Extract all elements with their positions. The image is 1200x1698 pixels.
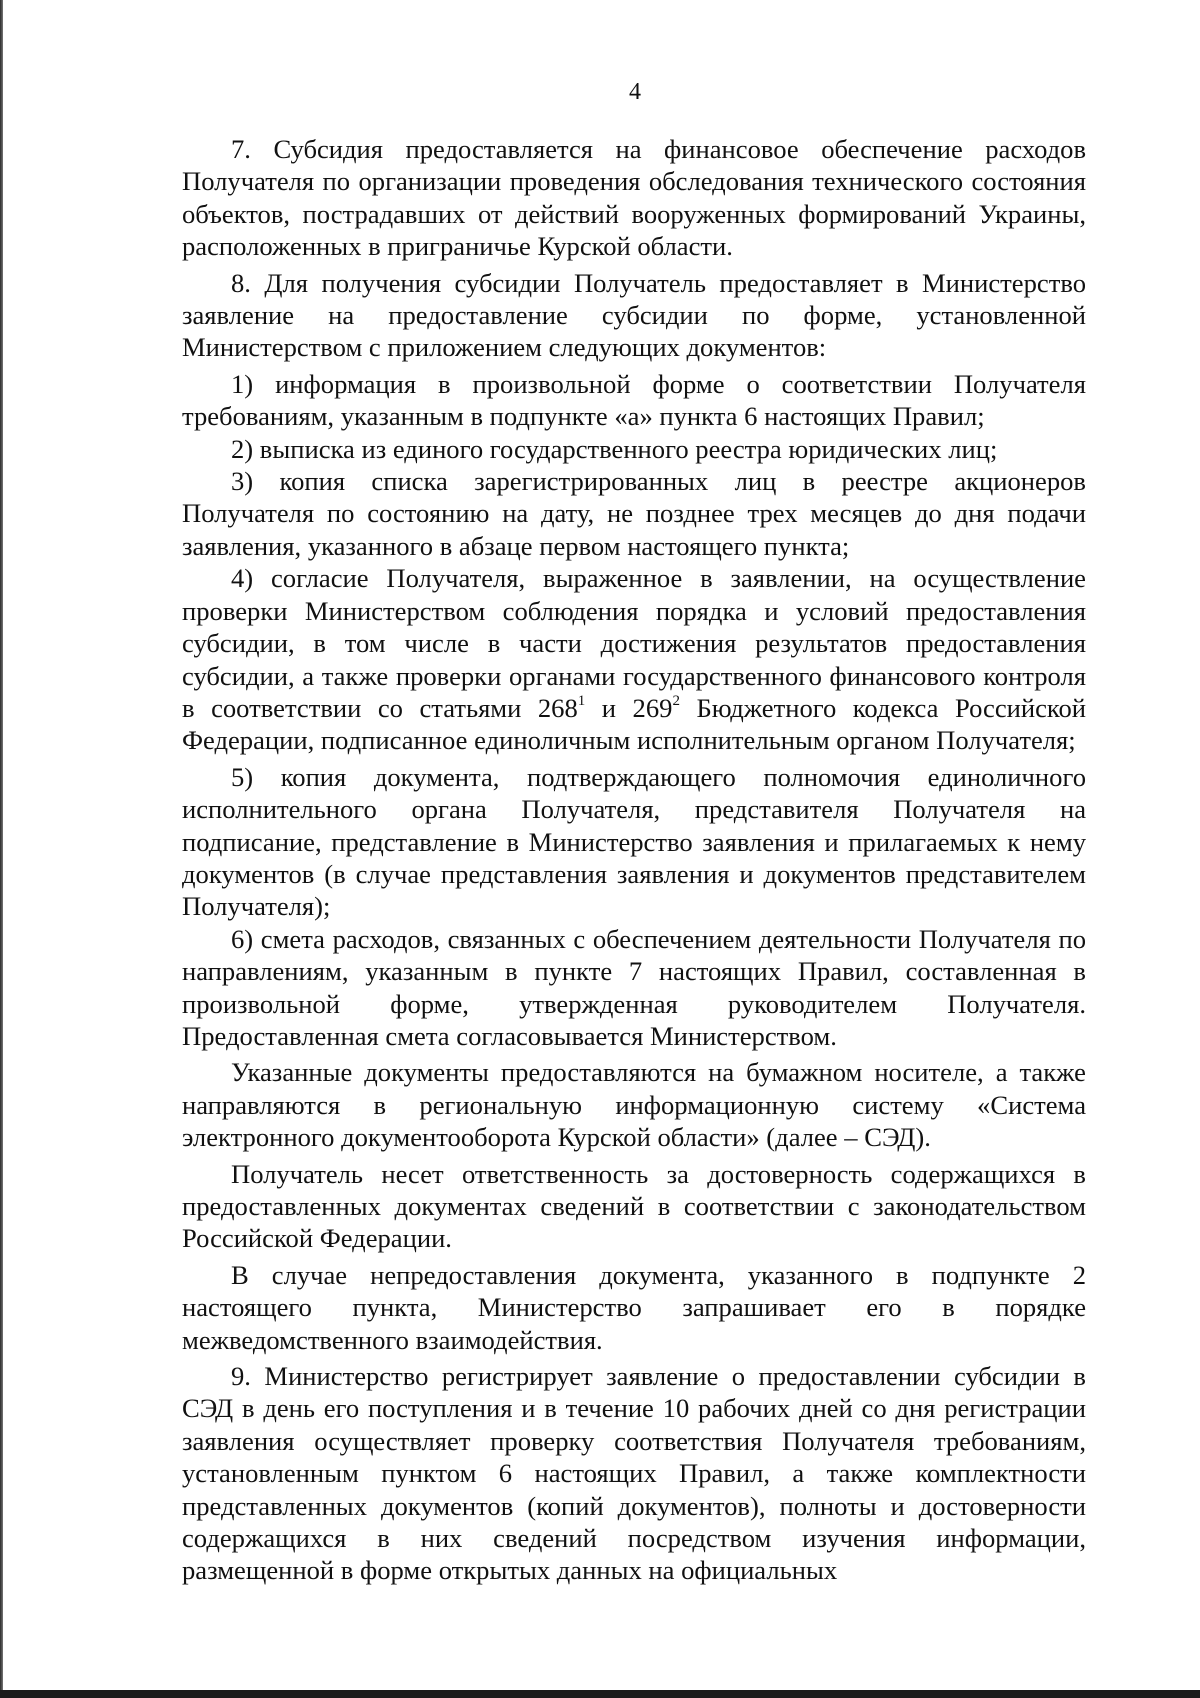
paragraph-9: 9. Министерство регистрирует заявление о предоставлении субсидии в СЭД в день его поступления и в течение 10 рабочих дней со дня регистрации заявления осуществляет проверку соответствия Получателя требованиям, установленным пунктом 6 настоящих Правил, а также комплектности представленных документов (копий документов), полноты и достоверности содержащихся в них сведений посредством изучения информации, размещенной в форме открытых данных на официальных: [182, 1361, 1086, 1586]
paragraph-documents-submission: Указанные документы предоставляются на бумажном носителе, а также направляются в региональную информационную систему «Система электронного документооборота Курской области» (далее – СЭД).: [182, 1057, 1086, 1153]
list-item-6: 6) смета расходов, связанных с обеспечением деятельности Получателя по направлениям, указанным в пункте 7 настоящих Правил, составленная в произвольной форме, утвержденная руководителем Получателя. Предоставленная смета согласовывается Министерством.: [182, 923, 1086, 1051]
list-item-5: 5) копия документа, подтверждающего полномочия единоличного исполнительного органа Получателя, представителя Получателя на подписание, представление в Министерство заявления и прилагаемых к нему документов (в случае представления заявления и документов представителем Получателя);: [182, 761, 1086, 922]
superscript-1: 1: [577, 693, 586, 710]
paragraph-responsibility: Получатель несет ответственность за достоверность содержащихся в предоставленных документах сведений в соответствии с законодательством Российской Федерации.: [182, 1158, 1086, 1254]
paragraph-8: 8. Для получения субсидии Получатель предоставляет в Министерство заявление на предоставление субсидии по форме, установленной Министерством с приложением следующих документов:: [182, 267, 1086, 363]
document-body: [182, 133, 1086, 1587]
page-number: 4: [629, 79, 641, 105]
list-item-2: 2) выписка из единого государственного реестра юридических лиц;: [231, 433, 998, 464]
list-item-3: 3) копия списка зарегистрированных лиц в реестре акционеров Получателя по состоянию на дату, не позднее трех месяцев до дня подачи заявления, указанного в абзаце первом настоящего пункта;: [182, 466, 1086, 561]
list-item-1: 1) информация в произвольной форме о соответствии Получателя требованиям, указанным в подпункте «а» пункта 6 настоящих Правил;: [182, 368, 1086, 432]
scan-left-edge: [0, 0, 3, 1698]
paragraph-7: 7. Субсидия предоставляется на финансовое обеспечение расходов Получателя по организации проведения обследования технического состояния объектов, пострадавших от действий вооруженных формирований Украины, расположенных в приграничье Курской области.: [182, 134, 1086, 262]
scan-bottom-edge: [0, 1690, 1200, 1698]
list-item-4-text-a: 4) согласие Получателя, выраженное в заявлении, на осуществление проверки Министерством соблюдения порядка и условий предоставления субсидии, в том числе в части достижения результатов предоставления субсидии, а также проверки органами государственного финансового контроля в соответствии со статьями 268: [182, 563, 1086, 723]
list-item-4-text-b: и 269: [585, 692, 673, 723]
superscript-2: 2: [672, 693, 680, 710]
list-item-4: [182, 562, 1086, 756]
list-item-4-text-c: Бюджетного кодекса Российской Федерации, подписанное единоличным исполнительным органом Получателя;: [182, 692, 1086, 756]
paragraph-missing-document: В случае непредоставления документа, указанного в подпункте 2 настоящего пункта, Министерство запрашивает его в порядке межведомственного взаимодействия.: [182, 1259, 1086, 1355]
